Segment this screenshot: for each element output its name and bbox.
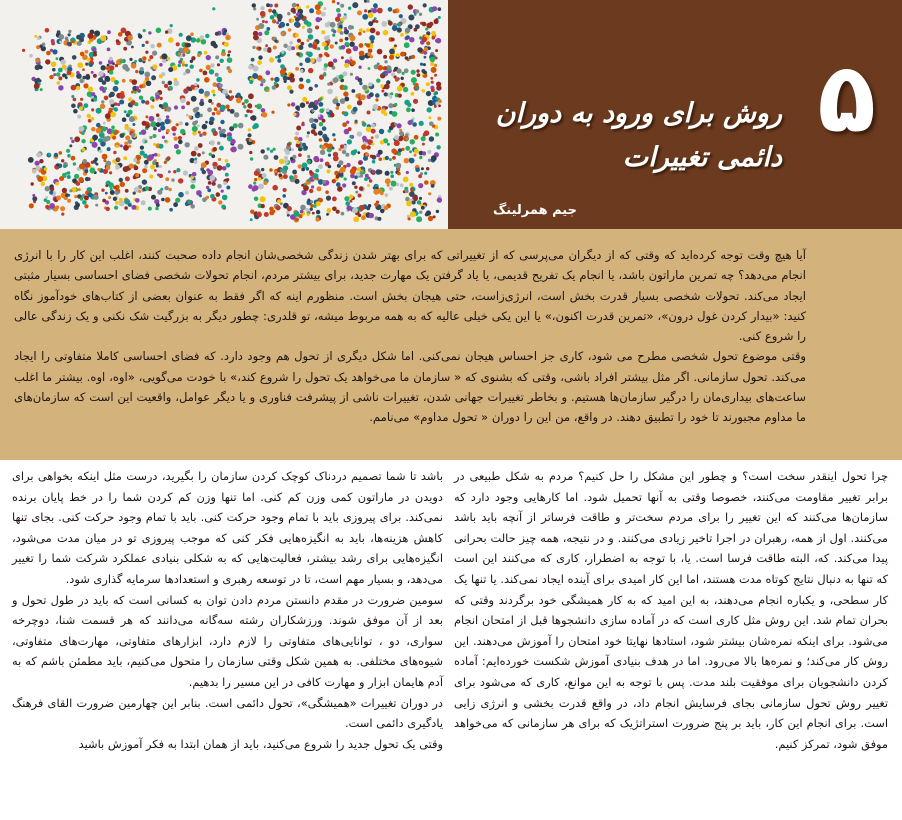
intro-text <box>14 245 806 428</box>
body-paragraph: چرا تحول اینقدر سخت است؟ و چطور این مشکل را حل کنیم؟ مردم به شکل طبیعی در برابر تغییر مقاومت می‌کنند، خصوصا وقتی به آنها تحمیل شود. اما کارهایی وجود دارد که سازمان‌ها می‌کنند که این تغییر را برای مردم سخت‌تر و طاقت فرساتر از آنچه باید باشد می‌کنند. اول از همه، رهبران در اجرا تاخیر زیادی می‌کنند. و در نتیجه، همه چیز حالت بحرانی پیدا می‌کند. که، البته طاقت فرسا است. یا، با توجه به اضطرار، کاری که می‌کنند این است که تنها به دنبال نتایج کوتاه مدت هستند، اما این کار امیدی برای آینده ایجاد نمی‌کند. یا تنها یک کار سطحی، و یکباره انجام می‌دهند، به این امید که به کار همیشگی خود برگردند وقتی که بحران تمام شد. این روش مثل کاری است که در آماده سازی دانشجوها قبل از امتحان انجام می‌شود. برای اینکه نمره‌شان بیشتر شود، استادها نهایتا خود امتحان را آموزش می‌دهند. این روش کار می‌کند؛ و نمره‌ها بالا می‌رود. اما در هدف بنیادی آموزش شکست خورده‌ایم: آماده کردن دانشجویان برای موفقیت بلند مدت. پس با توجه به این موانع، کاری که می‌شود برای تغییر روش تحول سازمانی بجای فرسایش انجام داد، در واقع قدرت بخشی و انرژی زایی است. برای انجام این کار، باید بر پنج ضرورت استراتژیک که برای هر سازمانی که می‌خواهد موفق شود، تمرکز کنیم. <box>454 469 888 751</box>
body-column-right <box>454 466 888 754</box>
intro-box <box>0 229 902 460</box>
body-column-left <box>12 466 443 754</box>
title-number: ۵ <box>817 42 876 154</box>
crowd-puzzle-image <box>0 0 448 229</box>
article-title: روش برای ورود به دوران دائمی تغییرات <box>495 98 782 173</box>
body-paragraph: باشد تا شما تصمیم دردناک کوچک کردن سازمان را بگیرید، درست مثل اینکه بخواهی برای دویدن در ماراتون کمی وزن کم کنی. اما تنها وزن کم کردن شما را در خط پایان برنده نمی‌کند. برای پیروزی باید با تمام وجود حرکت کنی. باید با تمام وجود حرکت کنی. بجای تنها کاهش هزینه‌ها، باید به انگیزه‌هایی فکر کنی که موجب پیروزی تو در میان مدت می‌شود، انگیزه‌هایی برای رشد بیشتر، فعالیت‌هایی که به شکلی بنیادی عملکرد شرکت شما را تغییر می‌دهد، و بسیار مهم است، تا در توسعه رهبری و استعدادها سرمایه گذاری شود. <box>12 469 443 586</box>
body-paragraph: سومین ضرورت در مقدم دانستن مردم دادن توان به کسانی است که باید در طول تحول و بعد از آن موفق شوند. ورزشکاران رشته سه‌گانه می‌دانند که هر قسمت شنا، دوچرخه سواری، دو ، توانایی‌های متفاوتی را لازم دارد، ابزارهای متفاوتی، مهارت‌های متفاوتی، شیوه‌های مختلفی. به همین شکل وقتی سازمان را متحول می‌کنیم، باید مطمئن باشم که به آدم هایمان ابزار و مهارت کافی در این مسیر را بدهیم. <box>12 592 443 689</box>
intro-paragraph-1: آیا هیچ وقت توجه کرده‌اید که وقتی که از دیگران می‌پرسی که از تغییراتی که برای بهتر شدن زندگی شخصی‌شان انجام داده صحبت کنند، اغلب این کار را با انرژی انجام می‌دهد؟ چه تمرین ماراتون باشد، یا انجام یک تفریح قدیمی، یا یاد گرفتن یک مهارت جدید، برای بیشتر مردم، انجام تحولات شخصی فضای احساسی بسیار مثبتی ایجاد می‌کند. تحولات شخصی بسیار قدرت بخش است، انرژی‌زاست، حتی هیجان بخش است. منظورم اینه که اگر فقط به عنوان بعضی از کتاب‌های خودآموز نگاه کنید: «بیدار کردن غول درون»، «تمرین قدرت اکنون،» یا این یکی خیلی عالیه که به همه مربوط میشه، تو قلدری: چطور دیگر به بزرگیت شک نکنی و یک زندگی عالی را شروع کنی. <box>14 248 806 344</box>
intro-paragraph-2: وقتی موضوع تحول شخصی مطرح می شود، کاری جز احساس هیجان نمی‌کنی. اما شکل دیگری از تحول هم وجود دارد. که فضای احساسی کاملا متفاوتی را ایجاد می‌کند. تحول سازمانی. اگر مثل بیشتر افراد باشی، وقتی که بشنوی که « سازمان ما می‌خواهد یک تحول را شروع کند،» با خودت می‌گویی، «اوه، اوه. بیشتر ما اغلب ساعت‌های بیداری‌مان را درگیر سازمان‌ها هستیم. و بخاطر تغییرات جهانی شدن، تغییرات ناشی از پیشرفت فناوری و یا دیگر عوامل، واقعیت این است که سازمان‌های ما مداوم مجبورند تا خود را تطبیق دهند. در واقع، من این را دوران « تحول مداوم» می‌نامم. <box>14 349 806 425</box>
body-paragraph: وقتی یک تحول جدید را شروع می‌کنید، باید از همان ابتدا به فکر آموزش باشید <box>78 736 443 751</box>
author-name: جیم همرلینگ <box>492 203 577 218</box>
crowd-puzzle-photo <box>0 0 448 229</box>
title-panel <box>448 0 902 229</box>
body-paragraph: در دوران تغییرات «همیشگی»، تحول دائمی است. بنابر این چهارمین ضرورت القای فرهنگ یادگیری دائمی است. <box>12 695 443 731</box>
